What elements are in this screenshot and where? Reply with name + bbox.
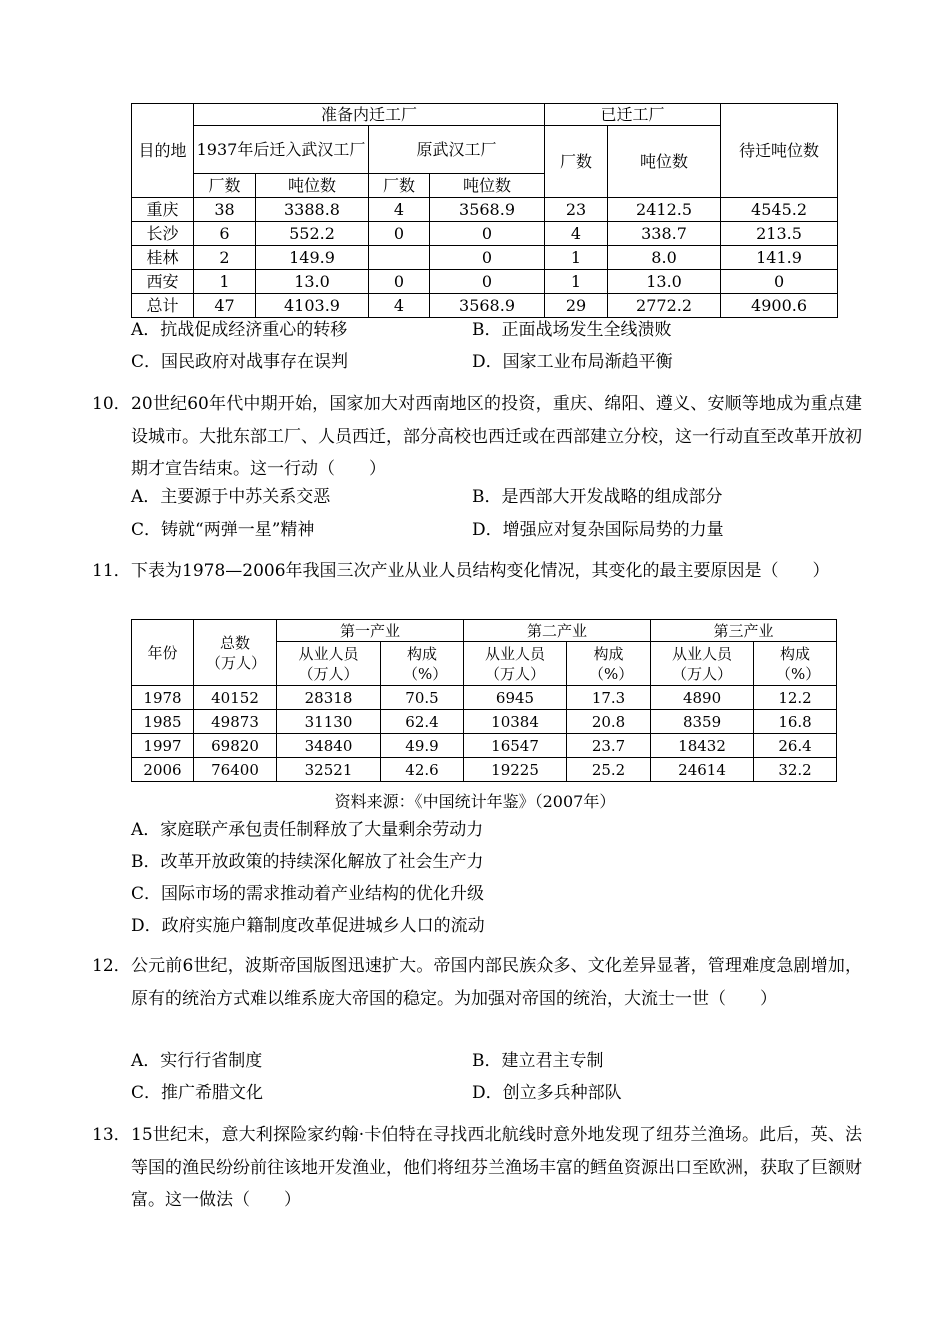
cell: 2006 <box>132 758 194 782</box>
header-total: 总数（万人） <box>194 620 277 686</box>
header-moved-in-1937: 1937年后迁入武汉工厂 <box>194 126 369 174</box>
header-moved-tons: 吨位数 <box>608 126 721 198</box>
cell: 1 <box>545 246 608 270</box>
cell: 6945 <box>464 686 567 710</box>
q10-option-a[interactable]: A．主要源于中苏关系交恶 <box>131 487 331 507</box>
cell: 38 <box>194 198 256 222</box>
q12-option-a[interactable]: A．实行行省制度 <box>131 1051 263 1071</box>
cell: 16547 <box>464 734 567 758</box>
cell: 49873 <box>194 710 277 734</box>
header-share: 构成（%） <box>567 642 651 686</box>
question-number: 11． <box>92 561 131 581</box>
q11-option-b[interactable]: B．改革开放政策的持续深化解放了社会生产力 <box>131 852 484 872</box>
cell: 13.0 <box>608 270 721 294</box>
cell: 1 <box>194 270 256 294</box>
cell: 213.5 <box>721 222 838 246</box>
cell: 40152 <box>194 686 277 710</box>
cell: 19225 <box>464 758 567 782</box>
question-stem: 下表为1978—2006年我国三次产业从业人员结构变化情况，其变化的最主要原因是（ ） <box>131 561 830 581</box>
question-stem: 20世纪60年代中期开始，国家加大对西南地区的投资，重庆、绵阳、遵义、安顺等地成为重点建设城市。大批东部工厂、人员西迁，部分高校也西迁或在西部建立分校，这一行动直至改革开放初期才宣告结束。这一行动（ ） <box>131 394 862 479</box>
q9-option-b[interactable]: B．正面战场发生全线溃败 <box>472 320 672 340</box>
cell: 32.2 <box>754 758 837 782</box>
q12-option-c[interactable]: C．推广希腊文化 <box>131 1083 264 1103</box>
header-workers: 从业人员（万人） <box>651 642 754 686</box>
question-11 <box>92 555 862 588</box>
cell: 76400 <box>194 758 277 782</box>
question-stem: 公元前6世纪，波斯帝国版图迅速扩大。帝国内部民族众多、文化差异显著，管理难度急剧增加，原有的统治方式难以维系庞大帝国的稳定。为加强对帝国的统治，大流士一世（ ） <box>131 956 862 1009</box>
cell: 42.6 <box>381 758 464 782</box>
header-prepared: 准备内迁工厂 <box>194 104 545 126</box>
q11-option-a[interactable]: A．家庭联产承包责任制释放了大量剩余劳动力 <box>131 820 484 840</box>
cell <box>369 246 430 270</box>
cell: 141.9 <box>721 246 838 270</box>
question-10 <box>92 388 862 486</box>
q9-option-c[interactable]: C．国民政府对战事存在误判 <box>131 352 349 372</box>
cell: 23 <box>545 198 608 222</box>
cell: 552.2 <box>256 222 369 246</box>
cell: 长沙 <box>132 222 194 246</box>
header-workers: 从业人员（万人） <box>464 642 567 686</box>
cell: 1997 <box>132 734 194 758</box>
cell: 29 <box>545 294 608 318</box>
relocation-table <box>131 103 838 318</box>
cell: 20.8 <box>567 710 651 734</box>
cell: 总计 <box>132 294 194 318</box>
cell: 1 <box>545 270 608 294</box>
question-number: 12． <box>92 956 131 976</box>
header-factories: 厂数 <box>194 174 256 198</box>
cell: 16.8 <box>754 710 837 734</box>
q9-option-d[interactable]: D．国家工业布局渐趋平衡 <box>472 352 673 372</box>
cell: 26.4 <box>754 734 837 758</box>
cell: 1985 <box>132 710 194 734</box>
cell: 重庆 <box>132 198 194 222</box>
q12-option-d[interactable]: D．创立多兵种部队 <box>472 1083 622 1103</box>
cell: 8359 <box>651 710 754 734</box>
table-row <box>132 222 838 246</box>
header-factories: 厂数 <box>369 174 430 198</box>
cell: 28318 <box>277 686 381 710</box>
cell: 23.7 <box>567 734 651 758</box>
cell: 0 <box>430 246 545 270</box>
question-13 <box>92 1119 862 1217</box>
cell: 3388.8 <box>256 198 369 222</box>
table-row <box>132 734 837 758</box>
cell: 31130 <box>277 710 381 734</box>
cell: 0 <box>369 270 430 294</box>
cell: 0 <box>430 222 545 246</box>
cell: 4890 <box>651 686 754 710</box>
cell: 0 <box>430 270 545 294</box>
cell: 8.0 <box>608 246 721 270</box>
table-row <box>132 246 838 270</box>
cell: 1978 <box>132 686 194 710</box>
header-destination: 目的地 <box>132 104 194 198</box>
header-year: 年份 <box>132 620 194 686</box>
cell: 0 <box>369 222 430 246</box>
cell: 6 <box>194 222 256 246</box>
cell: 桂林 <box>132 246 194 270</box>
q11-option-d[interactable]: D．政府实施户籍制度改革促进城乡人口的流动 <box>131 916 485 936</box>
cell: 3568.9 <box>430 198 545 222</box>
header-moved-factories: 厂数 <box>545 126 608 198</box>
q10-option-b[interactable]: B．是西部大开发战略的组成部分 <box>472 487 723 507</box>
header-tons: 吨位数 <box>256 174 369 198</box>
cell: 4 <box>369 198 430 222</box>
q10-option-d[interactable]: D．增强应对复杂国际局势的力量 <box>472 520 724 540</box>
cell: 69820 <box>194 734 277 758</box>
header-primary: 第一产业 <box>277 620 464 642</box>
question-number: 13． <box>92 1125 131 1145</box>
cell: 13.0 <box>256 270 369 294</box>
header-moved: 已迁工厂 <box>545 104 721 126</box>
cell: 2 <box>194 246 256 270</box>
header-tons: 吨位数 <box>430 174 545 198</box>
question-number: 10． <box>92 394 131 414</box>
q12-option-b[interactable]: B．建立君主专制 <box>472 1051 604 1071</box>
cell: 0 <box>721 270 838 294</box>
cell: 24614 <box>651 758 754 782</box>
header-original-wuhan: 原武汉工厂 <box>369 126 545 174</box>
table-row <box>132 294 838 318</box>
header-share: 构成（%） <box>754 642 837 686</box>
cell: 12.2 <box>754 686 837 710</box>
header-remaining: 待迁吨位数 <box>721 104 838 198</box>
cell: 4 <box>545 222 608 246</box>
q10-option-c[interactable]: C．铸就“两弹一星”精神 <box>131 520 315 540</box>
cell: 338.7 <box>608 222 721 246</box>
cell: 西安 <box>132 270 194 294</box>
table-source: 资料来源：《中国统计年鉴》（2007年） <box>334 792 616 811</box>
cell: 4900.6 <box>721 294 838 318</box>
header-share: 构成（%） <box>381 642 464 686</box>
question-stem: 15世纪末，意大利探险家约翰·卡伯特在寻找西北航线时意外地发现了纽芬兰渔场。此后，英、法等国的渔民纷纷前往该地开发渔业，他们将纽芬兰渔场丰富的鳕鱼资源出口至欧洲，获取了巨额财富。这一做法（ ） <box>131 1125 862 1210</box>
table-row <box>132 686 837 710</box>
cell: 62.4 <box>381 710 464 734</box>
header-tertiary: 第三产业 <box>651 620 837 642</box>
table-row <box>132 758 837 782</box>
cell: 3568.9 <box>430 294 545 318</box>
cell: 17.3 <box>567 686 651 710</box>
cell: 70.5 <box>381 686 464 710</box>
cell: 2772.2 <box>608 294 721 318</box>
question-12 <box>92 950 862 1015</box>
table-row <box>132 710 837 734</box>
cell: 34840 <box>277 734 381 758</box>
cell: 18432 <box>651 734 754 758</box>
cell: 4 <box>369 294 430 318</box>
q11-option-c[interactable]: C．国际市场的需求推动着产业结构的优化升级 <box>131 884 485 904</box>
cell: 4103.9 <box>256 294 369 318</box>
employment-table <box>131 619 837 782</box>
table-row <box>132 270 838 294</box>
header-secondary: 第二产业 <box>464 620 651 642</box>
q9-option-a[interactable]: A．抗战促成经济重心的转移 <box>131 320 348 340</box>
cell: 25.2 <box>567 758 651 782</box>
header-workers: 从业人员（万人） <box>277 642 381 686</box>
cell: 47 <box>194 294 256 318</box>
cell: 4545.2 <box>721 198 838 222</box>
cell: 49.9 <box>381 734 464 758</box>
cell: 149.9 <box>256 246 369 270</box>
cell: 10384 <box>464 710 567 734</box>
table-row <box>132 198 838 222</box>
cell: 2412.5 <box>608 198 721 222</box>
cell: 32521 <box>277 758 381 782</box>
